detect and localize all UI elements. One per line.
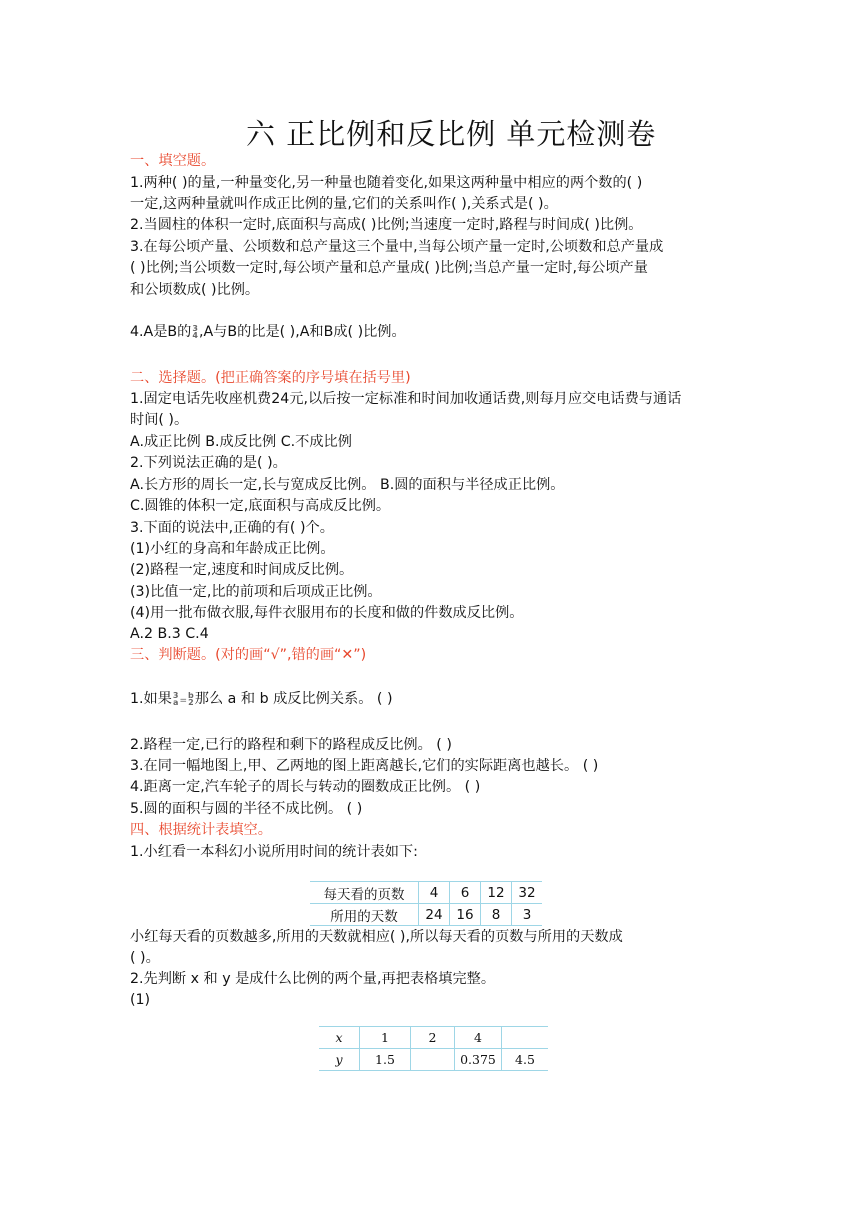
- table-cell: 8: [481, 904, 512, 926]
- subquestion-label: (1): [130, 992, 151, 1008]
- table-cell: 每天看的页数: [310, 882, 419, 904]
- statement-line: (4)用一批布做衣服,每件衣服用布的长度和做的件数成反比例。: [130, 605, 524, 621]
- table-cell: 2: [411, 1027, 455, 1049]
- question-line: 3.在同一幅地图上,甲、乙两地的图上距离越长,它们的实际距离也越长。 ( ): [130, 758, 599, 774]
- table-cell: 0.375: [455, 1049, 502, 1071]
- question-line: 时间( )。: [130, 412, 189, 428]
- numerator: 3: [172, 691, 179, 700]
- question-line: 1.两种( )的量,一种量变化,另一种量也随着变化,如果这两种量中相应的两个数的( ): [130, 175, 643, 191]
- question-line: 3.下面的说法中,正确的有( )个。: [130, 520, 334, 536]
- text-segment: 4.A是B的: [130, 324, 192, 340]
- table-cell: 16: [450, 904, 481, 926]
- question-line: ( )比例;当公顷数一定时,每公顷产量和总产量成( )比例;当总产量一定时,每公顷产量: [130, 260, 648, 276]
- table-cell: 4.5: [502, 1049, 549, 1071]
- numerator: b: [188, 691, 194, 700]
- denominator: 2: [188, 698, 194, 707]
- table-cell: 12: [481, 882, 512, 904]
- fraction: [188, 692, 194, 706]
- statement-line: (2)路程一定,速度和时间成反比例。: [130, 562, 354, 578]
- section-fill-blank-heading: 一、填空题。: [130, 153, 216, 169]
- text-segment: 1.如果: [130, 691, 172, 707]
- fraction: [192, 325, 198, 339]
- question-line: 一定,这两种量就叫作成正比例的量,它们的关系叫作( ),关系式是( )。: [130, 196, 558, 212]
- table-cell: x: [319, 1027, 360, 1049]
- question-line-fraction: [130, 689, 393, 712]
- question-line: 5.圆的面积与圆的半径不成比例。 ( ): [130, 801, 363, 817]
- options-line: A.长方形的周长一定,长与宽成反比例。 B.圆的面积与半径成正比例。: [130, 477, 565, 493]
- question-line: 2.路程一定,已行的路程和剩下的路程成反比例。 ( ): [130, 737, 452, 753]
- table-cell: 3: [512, 904, 543, 926]
- options-line: A.成正比例 B.成反比例 C.不成比例: [130, 434, 352, 450]
- reading-stats-table: [310, 881, 542, 926]
- question-line: 2.先判断 x 和 y 是成什么比例的两个量,再把表格填完整。: [130, 971, 496, 987]
- question-line: 2.当圆柱的体积一定时,底面积与高成( )比例;当速度一定时,路程与时间成( )比例。: [130, 217, 643, 233]
- table-cell: [411, 1049, 455, 1071]
- equals-sign: =: [179, 696, 188, 706]
- table-row: [310, 904, 542, 926]
- table-row: [319, 1027, 548, 1049]
- denominator: a: [173, 698, 179, 707]
- fraction: [173, 692, 179, 706]
- question-line: ( )。: [130, 950, 160, 966]
- options-line: A.2 B.3 C.4: [130, 626, 209, 642]
- section-table-heading: 四、根据统计表填空。: [130, 822, 272, 838]
- xy-table: [319, 1026, 548, 1071]
- table-row: [310, 882, 542, 904]
- numerator: 3: [192, 324, 198, 333]
- question-line: 4.距离一定,汽车轮子的周长与转动的圈数成正比例。 ( ): [130, 779, 481, 795]
- table-row: [319, 1049, 548, 1071]
- table-cell: 4: [419, 882, 450, 904]
- table-cell: 6: [450, 882, 481, 904]
- statement-line: (1)小红的身高和年龄成正比例。: [130, 541, 335, 557]
- options-line: C.圆锥的体积一定,底面积与高成反比例。: [130, 498, 391, 514]
- table-cell: y: [319, 1049, 360, 1071]
- table-cell: 32: [512, 882, 543, 904]
- section-choice-heading: 二、选择题。(把正确答案的序号填在括号里): [130, 370, 411, 386]
- table-cell: 1.5: [360, 1049, 411, 1071]
- question-line: 和公顷数成( )比例。: [130, 282, 260, 298]
- table-cell: 所用的天数: [310, 904, 419, 926]
- question-line: 1.小红看一本科幻小说所用时间的统计表如下:: [130, 844, 418, 860]
- question-line: 2.下列说法正确的是( )。: [130, 455, 287, 471]
- question-line: 小红每天看的页数越多,所用的天数就相应( ),所以每天看的页数与所用的天数成: [130, 929, 623, 945]
- table-cell: 4: [455, 1027, 502, 1049]
- question-line: 3.在每公顷产量、公顷数和总产量这三个量中,当每公顷产量一定时,公顷数和总产量成: [130, 239, 664, 255]
- question-line: 1.固定电话先收座机费24元,以后按一定标准和时间加收通话费,则每月应交电话费与通话: [130, 391, 682, 407]
- text-segment: ,A与B的比是( ),A和B成( )比例。: [198, 324, 406, 340]
- table-cell: 24: [419, 904, 450, 926]
- section-judge-heading: 三、判断题。(对的画“√”,错的画“✕”): [130, 647, 367, 663]
- table-cell: 1: [360, 1027, 411, 1049]
- statement-line: (3)比值一定,比的前项和后项成正比例。: [130, 584, 382, 600]
- table-cell: [502, 1027, 549, 1049]
- text-segment: 那么 a 和 b 成反比例关系。 ( ): [194, 691, 393, 707]
- question-line-fraction: [130, 322, 406, 343]
- page-title: 六 正比例和反比例 单元检测卷: [246, 117, 657, 151]
- denominator: 4: [192, 331, 198, 340]
